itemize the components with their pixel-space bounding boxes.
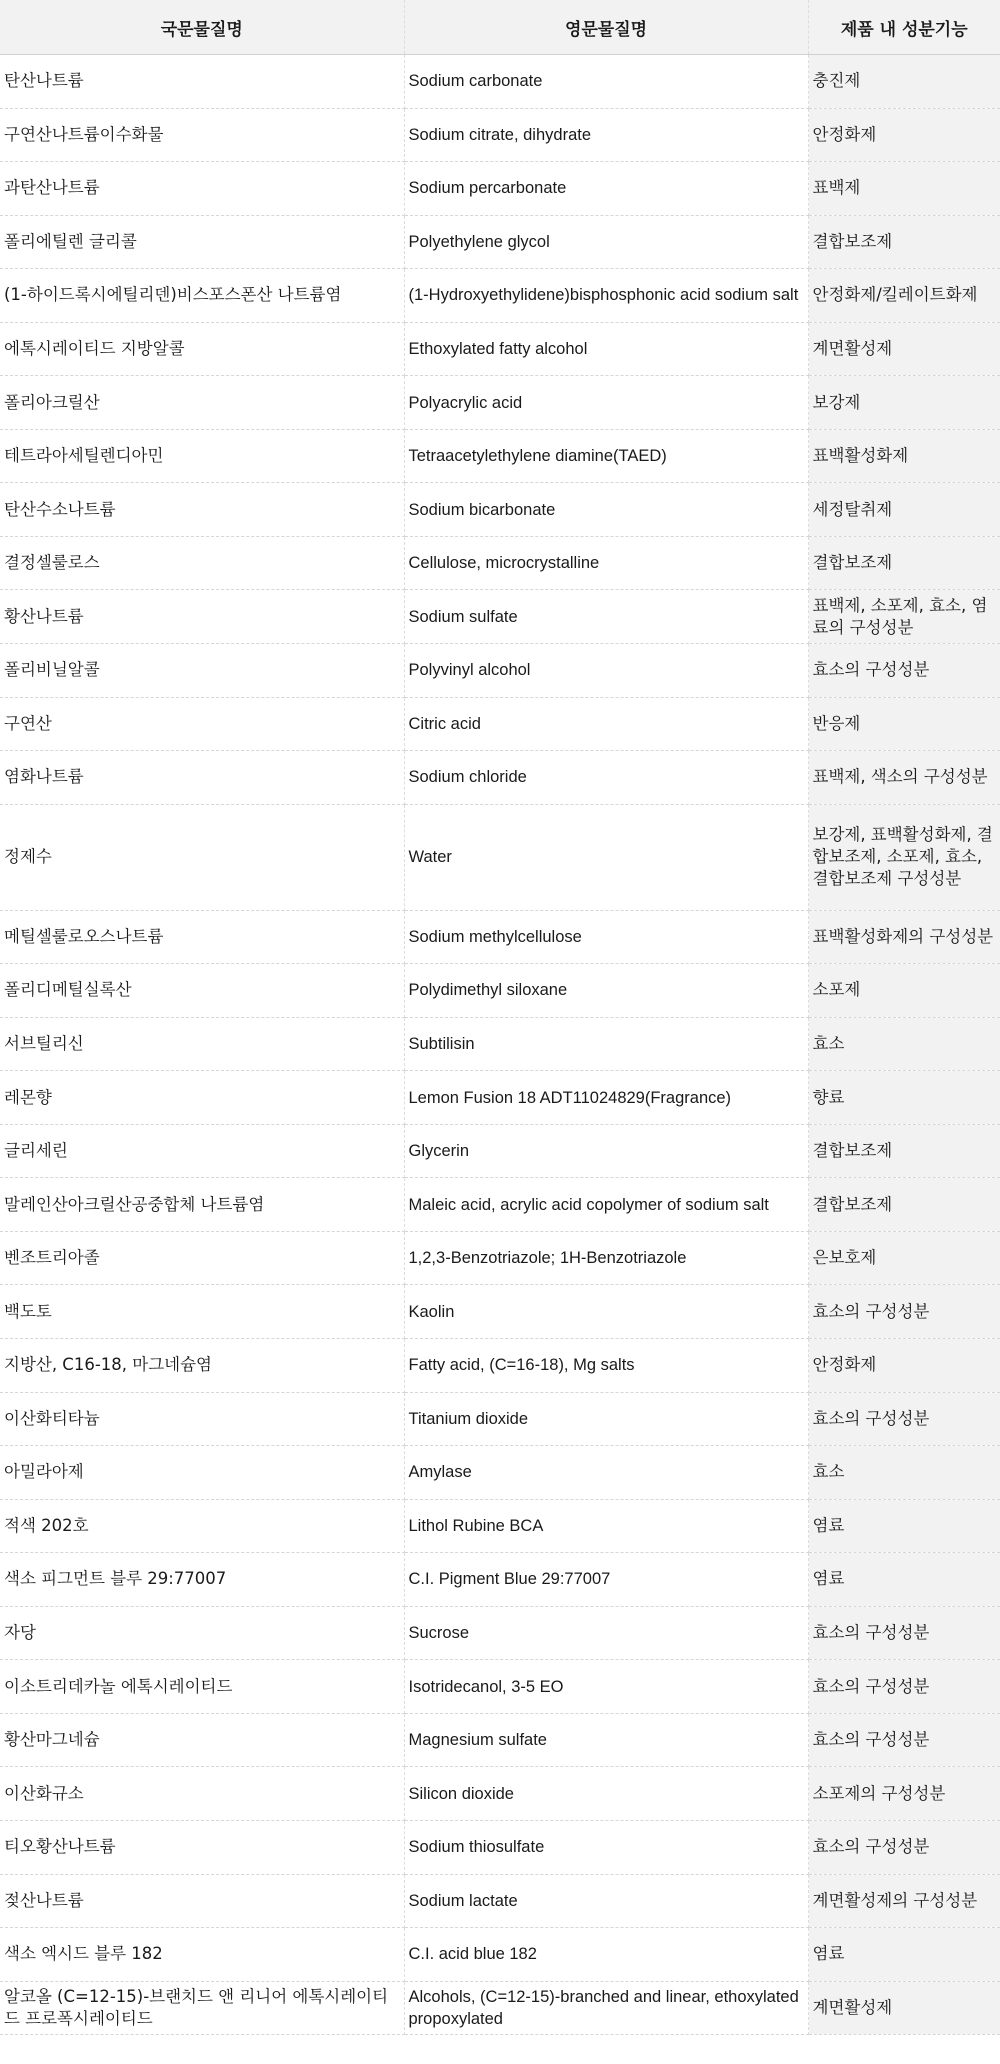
korean-name-cell: 염화나트륨 — [0, 751, 404, 805]
english-name-cell: Sodium sulfate — [404, 590, 808, 644]
table-row — [0, 1606, 1000, 1660]
function-cell: 효소 — [808, 1446, 1000, 1500]
function-cell: 향료 — [808, 1071, 1000, 1125]
korean-name-cell: 알코올 (C=12-15)-브랜치드 앤 리니어 에톡시레이티드 프로폭시레이티드 — [0, 1981, 404, 2035]
korean-name-cell: 적색 202호 — [0, 1499, 404, 1553]
table-row — [0, 1071, 1000, 1125]
header-korean-name: 국문물질명 — [0, 0, 404, 55]
korean-name-cell: 아밀라아제 — [0, 1446, 404, 1500]
table-row — [0, 1178, 1000, 1232]
english-name-cell: Maleic acid, acrylic acid copolymer of sodium salt — [404, 1178, 808, 1232]
table-row — [0, 804, 1000, 910]
english-name-cell: Sodium bicarbonate — [404, 483, 808, 537]
english-name-cell: Titanium dioxide — [404, 1392, 808, 1446]
function-cell: 소포제의 구성성분 — [808, 1767, 1000, 1821]
english-name-cell: 1,2,3-Benzotriazole; 1H-Benzotriazole — [404, 1231, 808, 1285]
korean-name-cell: 에톡시레이티드 지방알콜 — [0, 322, 404, 376]
english-name-cell: C.I. acid blue 182 — [404, 1928, 808, 1982]
function-cell: 표백제, 색소의 구성성분 — [808, 751, 1000, 805]
table-row — [0, 1499, 1000, 1553]
table-row — [0, 376, 1000, 430]
korean-name-cell: 구연산 — [0, 697, 404, 751]
english-name-cell: Ethoxylated fatty alcohol — [404, 322, 808, 376]
english-name-cell: Silicon dioxide — [404, 1767, 808, 1821]
table-row — [0, 910, 1000, 964]
english-name-cell: Amylase — [404, 1446, 808, 1500]
table-row — [0, 1124, 1000, 1178]
english-name-cell: Tetraacetylethylene diamine(TAED) — [404, 429, 808, 483]
english-name-cell: Sodium chloride — [404, 751, 808, 805]
function-cell: 보강제, 표백활성화제, 결합보조제, 소포제, 효소, 결합보조제 구성성분 — [808, 804, 1000, 910]
table-row — [0, 269, 1000, 323]
function-cell: 효소의 구성성분 — [808, 1606, 1000, 1660]
english-name-cell: (1-Hydroxyethylidene)bisphosphonic acid sodium salt — [404, 269, 808, 323]
english-name-cell: Isotridecanol, 3-5 EO — [404, 1660, 808, 1714]
function-cell: 효소의 구성성분 — [808, 1392, 1000, 1446]
korean-name-cell: 글리세린 — [0, 1124, 404, 1178]
function-cell: 은보호제 — [808, 1231, 1000, 1285]
table-row — [0, 322, 1000, 376]
table-row — [0, 1446, 1000, 1500]
korean-name-cell: 서브틸리신 — [0, 1017, 404, 1071]
function-cell: 안정화제/킬레이트화제 — [808, 269, 1000, 323]
function-cell: 효소의 구성성분 — [808, 1713, 1000, 1767]
table-row — [0, 1928, 1000, 1982]
table-row — [0, 1874, 1000, 1928]
korean-name-cell: 탄산나트륨 — [0, 55, 404, 109]
korean-name-cell: 탄산수소나트륨 — [0, 483, 404, 537]
table-row — [0, 1660, 1000, 1714]
korean-name-cell: 폴리에틸렌 글리콜 — [0, 215, 404, 269]
korean-name-cell: 정제수 — [0, 804, 404, 910]
english-name-cell: Fatty acid, (C=16-18), Mg salts — [404, 1339, 808, 1393]
english-name-cell: Sodium methylcellulose — [404, 910, 808, 964]
korean-name-cell: (1-하이드록시에틸리덴)비스포스폰산 나트륨염 — [0, 269, 404, 323]
korean-name-cell: 결정셀룰로스 — [0, 536, 404, 590]
english-name-cell: Polydimethyl siloxane — [404, 964, 808, 1018]
table-row — [0, 1231, 1000, 1285]
korean-name-cell: 과탄산나트륨 — [0, 162, 404, 216]
english-name-cell: Polyethylene glycol — [404, 215, 808, 269]
function-cell: 표백활성화제의 구성성분 — [808, 910, 1000, 964]
english-name-cell: Lithol Rubine BCA — [404, 1499, 808, 1553]
function-cell: 안정화제 — [808, 1339, 1000, 1393]
korean-name-cell: 젖산나트륨 — [0, 1874, 404, 1928]
function-cell: 충진제 — [808, 55, 1000, 109]
korean-name-cell: 황산나트륨 — [0, 590, 404, 644]
header-row — [0, 0, 1000, 55]
table-body — [0, 55, 1000, 2035]
table-row — [0, 1339, 1000, 1393]
korean-name-cell: 메틸셀룰로오스나트륨 — [0, 910, 404, 964]
korean-name-cell: 자당 — [0, 1606, 404, 1660]
function-cell: 결합보조제 — [808, 1178, 1000, 1232]
table-row — [0, 1553, 1000, 1607]
korean-name-cell: 황산마그네슘 — [0, 1713, 404, 1767]
korean-name-cell: 폴리아크릴산 — [0, 376, 404, 430]
function-cell: 염료 — [808, 1928, 1000, 1982]
english-name-cell: Cellulose, microcrystalline — [404, 536, 808, 590]
table-row — [0, 590, 1000, 644]
header-english-name: 영문물질명 — [404, 0, 808, 55]
english-name-cell: Alcohols, (C=12-15)-branched and linear, ethoxylated propoxylated — [404, 1981, 808, 2035]
table-row — [0, 108, 1000, 162]
function-cell: 세정탈취제 — [808, 483, 1000, 537]
table-row — [0, 536, 1000, 590]
table-row — [0, 1981, 1000, 2035]
korean-name-cell: 폴리디메틸실록산 — [0, 964, 404, 1018]
table-row — [0, 1285, 1000, 1339]
korean-name-cell: 백도토 — [0, 1285, 404, 1339]
function-cell: 계면활성제의 구성성분 — [808, 1874, 1000, 1928]
table-row — [0, 751, 1000, 805]
english-name-cell: Kaolin — [404, 1285, 808, 1339]
table-row — [0, 1392, 1000, 1446]
function-cell: 효소의 구성성분 — [808, 1285, 1000, 1339]
korean-name-cell: 이소트리데카놀 에톡시레이티드 — [0, 1660, 404, 1714]
function-cell: 효소의 구성성분 — [808, 1820, 1000, 1874]
korean-name-cell: 벤조트리아졸 — [0, 1231, 404, 1285]
function-cell: 표백활성화제 — [808, 429, 1000, 483]
korean-name-cell: 폴리비닐알콜 — [0, 644, 404, 698]
function-cell: 계면활성제 — [808, 322, 1000, 376]
function-cell: 반응제 — [808, 697, 1000, 751]
korean-name-cell: 지방산, C16-18, 마그네슘염 — [0, 1339, 404, 1393]
english-name-cell: C.I. Pigment Blue 29:77007 — [404, 1553, 808, 1607]
function-cell: 결합보조제 — [808, 536, 1000, 590]
table-row — [0, 964, 1000, 1018]
table-row — [0, 1820, 1000, 1874]
english-name-cell: Sodium thiosulfate — [404, 1820, 808, 1874]
table-row — [0, 697, 1000, 751]
english-name-cell: Water — [404, 804, 808, 910]
table-header — [0, 0, 1000, 55]
english-name-cell: Magnesium sulfate — [404, 1713, 808, 1767]
english-name-cell: Subtilisin — [404, 1017, 808, 1071]
function-cell: 효소 — [808, 1017, 1000, 1071]
korean-name-cell: 구연산나트륨이수화물 — [0, 108, 404, 162]
table-row — [0, 215, 1000, 269]
function-cell: 보강제 — [808, 376, 1000, 430]
table-row — [0, 483, 1000, 537]
table-row — [0, 162, 1000, 216]
korean-name-cell: 테트라아세틸렌디아민 — [0, 429, 404, 483]
english-name-cell: Lemon Fusion 18 ADT11024829(Fragrance) — [404, 1071, 808, 1125]
english-name-cell: Sodium carbonate — [404, 55, 808, 109]
function-cell: 효소의 구성성분 — [808, 1660, 1000, 1714]
english-name-cell: Polyvinyl alcohol — [404, 644, 808, 698]
english-name-cell: Sodium citrate, dihydrate — [404, 108, 808, 162]
function-cell: 결합보조제 — [808, 1124, 1000, 1178]
function-cell: 표백제, 소포제, 효소, 염료의 구성성분 — [808, 590, 1000, 644]
function-cell: 계면활성제 — [808, 1981, 1000, 2035]
table-row — [0, 644, 1000, 698]
function-cell: 염료 — [808, 1499, 1000, 1553]
english-name-cell: Glycerin — [404, 1124, 808, 1178]
korean-name-cell: 티오황산나트륨 — [0, 1820, 404, 1874]
english-name-cell: Citric acid — [404, 697, 808, 751]
function-cell: 결합보조제 — [808, 215, 1000, 269]
table-row — [0, 1713, 1000, 1767]
table-row — [0, 55, 1000, 109]
korean-name-cell: 말레인산아크릴산공중합체 나트륨염 — [0, 1178, 404, 1232]
table-row — [0, 1017, 1000, 1071]
table-row — [0, 1767, 1000, 1821]
english-name-cell: Sucrose — [404, 1606, 808, 1660]
english-name-cell: Polyacrylic acid — [404, 376, 808, 430]
function-cell: 염료 — [808, 1553, 1000, 1607]
english-name-cell: Sodium lactate — [404, 1874, 808, 1928]
header-function: 제품 내 성분기능 — [808, 0, 1000, 55]
korean-name-cell: 색소 피그먼트 블루 29:77007 — [0, 1553, 404, 1607]
table-row — [0, 429, 1000, 483]
english-name-cell: Sodium percarbonate — [404, 162, 808, 216]
korean-name-cell: 색소 엑시드 블루 182 — [0, 1928, 404, 1982]
korean-name-cell: 이산화규소 — [0, 1767, 404, 1821]
korean-name-cell: 레몬향 — [0, 1071, 404, 1125]
function-cell: 안정화제 — [808, 108, 1000, 162]
function-cell: 표백제 — [808, 162, 1000, 216]
function-cell: 효소의 구성성분 — [808, 644, 1000, 698]
function-cell: 소포제 — [808, 964, 1000, 1018]
korean-name-cell: 이산화티타늄 — [0, 1392, 404, 1446]
